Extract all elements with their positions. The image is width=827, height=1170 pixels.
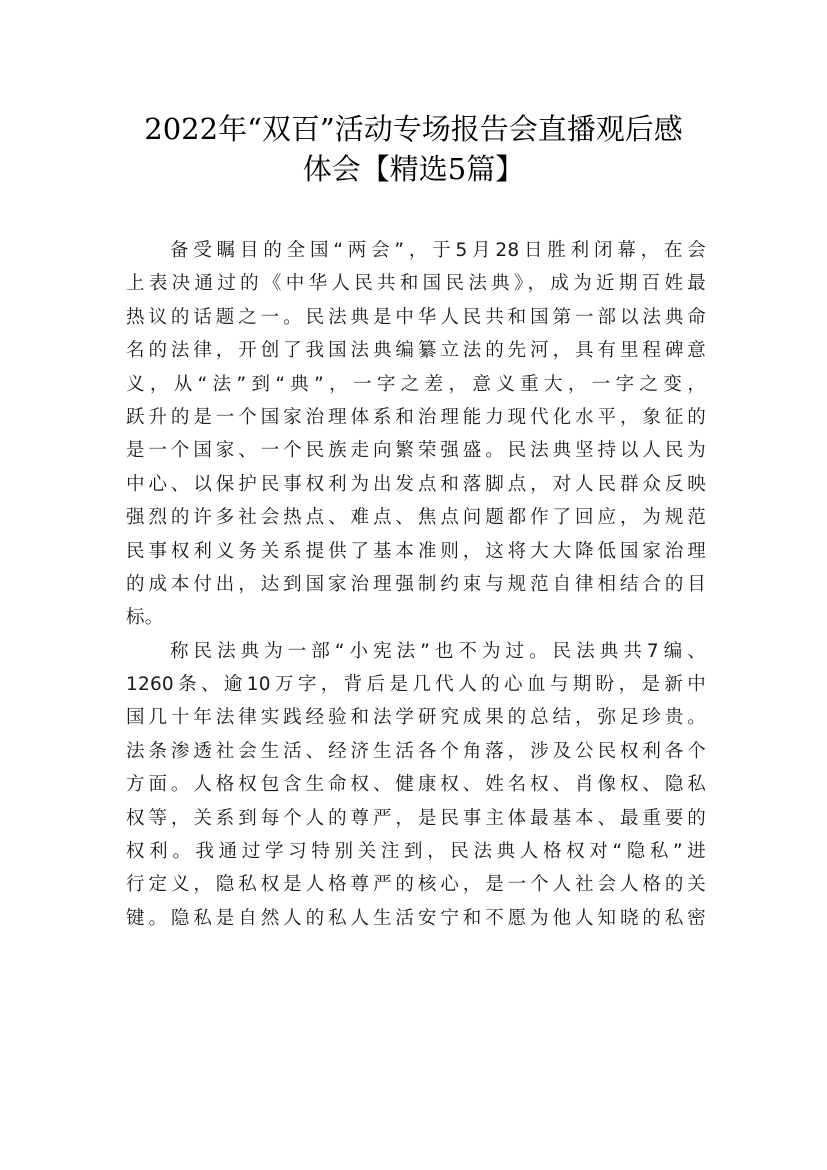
document-title-line-1: 2022年“双百”活动专场报告会直播观后感 [144,112,683,146]
text-line: 1260条、逾10万字，背后是几代人的心血与期盼，是新中 [126,674,706,696]
text-line: 权利。我通过学习特别关注到，民法典人格权对“隐私”进 [126,841,706,863]
text-line: 键。隐私是自然人的私人生活安宁和不愿为他人知晓的私密 [126,907,706,929]
text-line: 备受瞩目的全国“两会”，于5月28日胜利闭幕，在会 [170,240,706,261]
text-line: 名的法律，开创了我国法典编纂立法的先河，具有里程碑意 [126,340,706,362]
document-title-line-2: 体会【精选5篇】 [302,152,525,186]
document-body [126,234,706,935]
text-line: 是一个国家、一个民族走向繁荣强盛。民法典坚持以人民为 [126,440,706,462]
paragraph-2 [126,635,706,936]
text-line: 民事权利义务关系提供了基本准则，这将大大降低国家治理 [126,540,706,562]
text-line: 行定义，隐私权是人格尊严的核心，是一个人社会人格的关 [126,874,706,896]
text-line: 法条渗透社会生活、经济生活各个角落，涉及公民权利各个 [126,740,706,762]
text-line: 义，从“法”到“典”，一字之差，意义重大，一字之变， [126,373,706,395]
text-line: 跃升的是一个国家治理体系和治理能力现代化水平，象征的 [126,406,706,428]
text-line: 中心、以保护民事权利为出发点和落脚点，对人民群众反映 [126,473,706,495]
text-line: 热议的话题之一。民法典是中华人民共和国第一部以法典命 [126,306,706,328]
text-line: 的成本付出，达到国家治理强制约束与规范自律相结合的目 [126,573,706,595]
text-line: 权等，关系到每个人的尊严，是民事主体最基本、最重要的 [126,807,706,829]
text-line: 称民法典为一部“小宪法”也不为过。民法典共7编、 [170,640,706,662]
text-line: 强烈的许多社会热点、难点、焦点问题都作了回应，为规范 [126,507,706,529]
text-line: 标。 [126,607,164,629]
text-line: 上表决通过的《中华人民共和国民法典》，成为近期百姓最 [126,273,706,295]
paragraph-1 [126,234,706,635]
text-line: 国几十年法律实践经验和法学研究成果的总结，弥足珍贵。 [126,707,706,729]
text-line: 方面。人格权包含生命权、健康权、姓名权、肖像权、隐私 [126,774,706,796]
